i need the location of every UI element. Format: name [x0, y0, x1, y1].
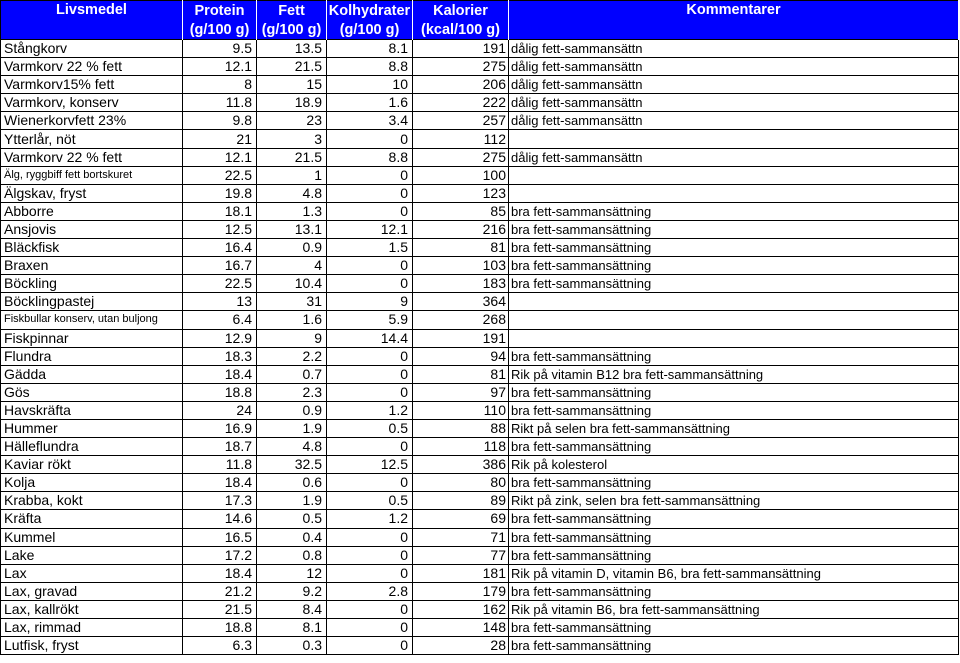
cell-livsmedel[interactable]: Braxen [1, 257, 183, 275]
cell-protein[interactable]: 11.8 [183, 456, 257, 474]
cell-kalorier[interactable]: 179 [413, 582, 509, 600]
table-row [1, 130, 959, 148]
cell-fett[interactable]: 0.4 [257, 528, 327, 546]
cell-protein[interactable]: 21.2 [183, 582, 257, 600]
cell-kommentar[interactable]: bra fett-sammansättning [509, 637, 959, 655]
cell-fett[interactable]: 1.6 [257, 311, 327, 329]
cell-livsmedel[interactable]: Fiskbullar konserv, utan buljong [1, 311, 183, 329]
cell-kommentar[interactable] [509, 329, 959, 347]
cell-kommentar[interactable]: Rik på vitamin D, vitamin B6, bra fett-sammansättning [509, 564, 959, 582]
cell-kalorier[interactable]: 191 [413, 40, 509, 58]
cell-fett[interactable]: 0.9 [257, 239, 327, 257]
cell-kalorier[interactable]: 110 [413, 401, 509, 419]
cell-kalorier[interactable]: 148 [413, 619, 509, 637]
cell-kalorier[interactable]: 112 [413, 130, 509, 148]
cell-kalorier[interactable]: 216 [413, 220, 509, 238]
cell-protein[interactable]: 16.9 [183, 419, 257, 437]
table-row [1, 383, 959, 401]
cell-fett[interactable]: 0.9 [257, 401, 327, 419]
cell-kalorier[interactable]: 183 [413, 275, 509, 293]
cell-kolhydrater[interactable]: 0 [327, 365, 413, 383]
cell-fett[interactable]: 0.6 [257, 474, 327, 492]
cell-fett[interactable]: 9 [257, 329, 327, 347]
cell-kolhydrater[interactable]: 0 [327, 438, 413, 456]
table-row [1, 257, 959, 275]
cell-fett[interactable]: 3 [257, 130, 327, 148]
cell-protein[interactable]: 18.7 [183, 438, 257, 456]
cell-kolhydrater[interactable]: 0 [327, 347, 413, 365]
cell-livsmedel[interactable]: Kolja [1, 474, 183, 492]
cell-kolhydrater[interactable]: 1.6 [327, 94, 413, 112]
table-row [1, 456, 959, 474]
header-kalorier: Kalorier [413, 1, 509, 22]
cell-livsmedel[interactable]: Varmkorv 22 % fett [1, 148, 183, 166]
header-protein: Protein [183, 1, 257, 22]
cell-kalorier[interactable]: 275 [413, 58, 509, 76]
cell-kalorier[interactable]: 257 [413, 112, 509, 130]
cell-protein[interactable]: 21.5 [183, 600, 257, 618]
cell-protein[interactable]: 17.3 [183, 492, 257, 510]
cell-fett[interactable]: 0.8 [257, 546, 327, 564]
cell-livsmedel[interactable]: Böckling [1, 275, 183, 293]
cell-kommentar[interactable]: bra fett-sammansättning [509, 257, 959, 275]
cell-kolhydrater[interactable]: 10 [327, 76, 413, 94]
cell-kolhydrater[interactable]: 0 [327, 619, 413, 637]
cell-kommentar[interactable]: dålig fett-sammansättn [509, 112, 959, 130]
cell-fett[interactable]: 32.5 [257, 456, 327, 474]
table-row [1, 365, 959, 383]
cell-protein[interactable]: 12.5 [183, 220, 257, 238]
cell-kolhydrater[interactable]: 14.4 [327, 329, 413, 347]
cell-protein[interactable]: 18.3 [183, 347, 257, 365]
cell-kommentar[interactable]: bra fett-sammansättning [509, 220, 959, 238]
cell-kolhydrater[interactable]: 12.5 [327, 456, 413, 474]
cell-kalorier[interactable]: 268 [413, 311, 509, 329]
cell-protein[interactable]: 22.5 [183, 275, 257, 293]
cell-livsmedel[interactable]: Varmkorv, konserv [1, 94, 183, 112]
cell-protein[interactable]: 19.8 [183, 184, 257, 202]
cell-kolhydrater[interactable]: 0 [327, 383, 413, 401]
cell-kommentar[interactable]: Rik på kolesterol [509, 456, 959, 474]
header-livsmedel: Livsmedel [1, 1, 183, 40]
cell-protein[interactable]: 9.8 [183, 112, 257, 130]
header-fett-unit: (g/100 g) [257, 21, 327, 40]
cell-fett[interactable]: 13.5 [257, 40, 327, 58]
cell-fett[interactable]: 21.5 [257, 58, 327, 76]
cell-fett[interactable]: 31 [257, 293, 327, 311]
cell-kolhydrater[interactable]: 0 [327, 528, 413, 546]
cell-livsmedel[interactable]: Lax, kallrökt [1, 600, 183, 618]
table-row [1, 239, 959, 257]
cell-protein[interactable]: 13 [183, 293, 257, 311]
cell-livsmedel[interactable]: Stångkorv [1, 40, 183, 58]
cell-kolhydrater[interactable]: 0 [327, 600, 413, 618]
cell-kolhydrater[interactable]: 0 [327, 130, 413, 148]
cell-protein[interactable]: 21 [183, 130, 257, 148]
cell-kalorier[interactable]: 71 [413, 528, 509, 546]
table-row [1, 76, 959, 94]
cell-kolhydrater[interactable]: 8.8 [327, 58, 413, 76]
cell-fett[interactable]: 12 [257, 564, 327, 582]
cell-fett[interactable]: 1.9 [257, 419, 327, 437]
cell-fett[interactable]: 0.7 [257, 365, 327, 383]
table-row [1, 510, 959, 528]
cell-kalorier[interactable]: 80 [413, 474, 509, 492]
cell-livsmedel[interactable]: Havskräfta [1, 401, 183, 419]
cell-fett[interactable]: 2.2 [257, 347, 327, 365]
cell-kommentar[interactable]: dålig fett-sammansättn [509, 58, 959, 76]
table-row [1, 546, 959, 564]
cell-kolhydrater[interactable]: 0 [327, 257, 413, 275]
table-row [1, 184, 959, 202]
cell-fett[interactable]: 13.1 [257, 220, 327, 238]
cell-kolhydrater[interactable]: 0 [327, 202, 413, 220]
cell-kolhydrater[interactable]: 0 [327, 275, 413, 293]
header-kommentarer: Kommentarer [509, 1, 959, 40]
cell-kommentar[interactable]: dålig fett-sammansättn [509, 94, 959, 112]
cell-kalorier[interactable]: 28 [413, 637, 509, 655]
cell-fett[interactable]: 8.4 [257, 600, 327, 618]
table-row [1, 419, 959, 437]
cell-kommentar[interactable]: bra fett-sammansättning [509, 383, 959, 401]
table-row [1, 474, 959, 492]
cell-kommentar[interactable]: bra fett-sammansättning [509, 347, 959, 365]
table-row [1, 637, 959, 655]
header-protein-unit: (g/100 g) [183, 21, 257, 40]
cell-kolhydrater[interactable]: 0.5 [327, 419, 413, 437]
cell-protein[interactable]: 6.3 [183, 637, 257, 655]
cell-protein[interactable]: 9.5 [183, 40, 257, 58]
cell-kommentar[interactable]: bra fett-sammansättning [509, 401, 959, 419]
cell-kolhydrater[interactable]: 1.5 [327, 239, 413, 257]
table-row [1, 528, 959, 546]
cell-kalorier[interactable]: 206 [413, 76, 509, 94]
cell-livsmedel[interactable]: Böcklingpastej [1, 293, 183, 311]
cell-fett[interactable]: 23 [257, 112, 327, 130]
cell-kalorier[interactable]: 89 [413, 492, 509, 510]
cell-fett[interactable]: 0.5 [257, 510, 327, 528]
cell-kalorier[interactable]: 222 [413, 94, 509, 112]
cell-fett[interactable]: 8.1 [257, 619, 327, 637]
cell-livsmedel[interactable]: Ytterlår, nöt [1, 130, 183, 148]
cell-kolhydrater[interactable]: 0 [327, 546, 413, 564]
cell-protein[interactable]: 16.4 [183, 239, 257, 257]
cell-kalorier[interactable]: 162 [413, 600, 509, 618]
table-row [1, 275, 959, 293]
table-body [1, 40, 959, 655]
table-row [1, 600, 959, 618]
cell-protein[interactable]: 6.4 [183, 311, 257, 329]
cell-kolhydrater[interactable]: 0 [327, 166, 413, 184]
cell-kommentar[interactable]: bra fett-sammansättning [509, 619, 959, 637]
cell-kolhydrater[interactable]: 8.8 [327, 148, 413, 166]
cell-kommentar[interactable]: dålig fett-sammansättn [509, 40, 959, 58]
cell-protein[interactable]: 16.7 [183, 257, 257, 275]
cell-fett[interactable]: 18.9 [257, 94, 327, 112]
cell-kolhydrater[interactable]: 0 [327, 564, 413, 582]
cell-livsmedel[interactable]: Lax, gravad [1, 582, 183, 600]
cell-livsmedel[interactable]: Lax [1, 564, 183, 582]
cell-protein[interactable]: 24 [183, 401, 257, 419]
table-row [1, 94, 959, 112]
cell-kommentar[interactable] [509, 184, 959, 202]
cell-livsmedel[interactable]: Ansjovis [1, 220, 183, 238]
table-row [1, 401, 959, 419]
cell-fett[interactable]: 4 [257, 257, 327, 275]
table-row [1, 202, 959, 220]
table-row [1, 58, 959, 76]
table-header [1, 1, 959, 40]
cell-protein[interactable]: 12.1 [183, 58, 257, 76]
cell-kalorier[interactable]: 88 [413, 419, 509, 437]
cell-kalorier[interactable]: 85 [413, 202, 509, 220]
cell-kalorier[interactable]: 191 [413, 329, 509, 347]
cell-kommentar[interactable]: bra fett-sammansättning [509, 546, 959, 564]
cell-livsmedel[interactable]: Hummer [1, 419, 183, 437]
cell-fett[interactable]: 10.4 [257, 275, 327, 293]
cell-kommentar[interactable]: dålig fett-sammansättn [509, 76, 959, 94]
cell-protein[interactable]: 16.5 [183, 528, 257, 546]
table-row [1, 40, 959, 58]
table-row [1, 220, 959, 238]
cell-livsmedel[interactable]: Wienerkorvfett 23% [1, 112, 183, 130]
cell-kalorier[interactable]: 97 [413, 383, 509, 401]
cell-livsmedel[interactable]: Gädda [1, 365, 183, 383]
cell-kommentar[interactable] [509, 130, 959, 148]
cell-fett[interactable]: 9.2 [257, 582, 327, 600]
cell-fett[interactable]: 4.8 [257, 438, 327, 456]
cell-kalorier[interactable]: 386 [413, 456, 509, 474]
cell-kolhydrater[interactable]: 1.2 [327, 401, 413, 419]
cell-kalorier[interactable]: 81 [413, 239, 509, 257]
cell-livsmedel[interactable]: Älg, ryggbiff fett bortskuret [1, 166, 183, 184]
cell-protein[interactable]: 18.4 [183, 365, 257, 383]
cell-kolhydrater[interactable]: 0 [327, 637, 413, 655]
cell-livsmedel[interactable]: Lax, rimmad [1, 619, 183, 637]
header-kalorier-unit: (kcal/100 g) [413, 21, 509, 40]
cell-fett[interactable]: 0.3 [257, 637, 327, 655]
cell-kalorier[interactable]: 77 [413, 546, 509, 564]
cell-kolhydrater[interactable]: 0 [327, 474, 413, 492]
cell-livsmedel[interactable]: Kräfta [1, 510, 183, 528]
cell-livsmedel[interactable]: Gös [1, 383, 183, 401]
table-row [1, 166, 959, 184]
cell-kalorier[interactable]: 94 [413, 347, 509, 365]
table-row [1, 619, 959, 637]
cell-kommentar[interactable]: Rik på vitamin B6, bra fett-sammansättning [509, 600, 959, 618]
cell-kolhydrater[interactable]: 5.9 [327, 311, 413, 329]
cell-kalorier[interactable]: 364 [413, 293, 509, 311]
cell-kalorier[interactable]: 100 [413, 166, 509, 184]
cell-kalorier[interactable]: 181 [413, 564, 509, 582]
cell-livsmedel[interactable]: Bläckfisk [1, 239, 183, 257]
cell-fett[interactable]: 4.8 [257, 184, 327, 202]
cell-kolhydrater[interactable]: 3.4 [327, 112, 413, 130]
table-row [1, 347, 959, 365]
cell-kolhydrater[interactable]: 9 [327, 293, 413, 311]
cell-protein[interactable]: 12.1 [183, 148, 257, 166]
cell-kommentar[interactable]: bra fett-sammansättning [509, 275, 959, 293]
header-fett: Fett [257, 1, 327, 22]
cell-protein[interactable]: 18.1 [183, 202, 257, 220]
cell-protein[interactable]: 18.4 [183, 474, 257, 492]
cell-kolhydrater[interactable]: 1.2 [327, 510, 413, 528]
cell-kolhydrater[interactable]: 8.1 [327, 40, 413, 58]
cell-livsmedel[interactable]: Fiskpinnar [1, 329, 183, 347]
table-row [1, 582, 959, 600]
cell-kalorier[interactable]: 103 [413, 257, 509, 275]
cell-kommentar[interactable]: bra fett-sammansättning [509, 582, 959, 600]
cell-protein[interactable]: 14.6 [183, 510, 257, 528]
cell-protein[interactable]: 18.8 [183, 383, 257, 401]
cell-fett[interactable]: 21.5 [257, 148, 327, 166]
cell-protein[interactable]: 18.4 [183, 564, 257, 582]
table-row [1, 112, 959, 130]
cell-kommentar[interactable] [509, 166, 959, 184]
cell-kommentar[interactable]: bra fett-sammansättning [509, 528, 959, 546]
cell-protein[interactable]: 22.5 [183, 166, 257, 184]
cell-kommentar[interactable]: Rikt på selen bra fett-sammansättning [509, 419, 959, 437]
cell-kalorier[interactable]: 275 [413, 148, 509, 166]
cell-kolhydrater[interactable]: 2.8 [327, 582, 413, 600]
cell-protein[interactable]: 18.8 [183, 619, 257, 637]
cell-livsmedel[interactable]: Varmkorv 22 % fett [1, 58, 183, 76]
cell-kolhydrater[interactable]: 0 [327, 184, 413, 202]
cell-fett[interactable]: 15 [257, 76, 327, 94]
cell-kommentar[interactable]: Rikt på zink, selen bra fett-sammansättning [509, 492, 959, 510]
table-row [1, 438, 959, 456]
cell-protein[interactable]: 11.8 [183, 94, 257, 112]
table-row [1, 329, 959, 347]
cell-protein[interactable]: 17.2 [183, 546, 257, 564]
cell-livsmedel[interactable]: Abborre [1, 202, 183, 220]
cell-kommentar[interactable]: Rik på vitamin B12 bra fett-sammansättning [509, 365, 959, 383]
cell-livsmedel[interactable]: Kummel [1, 528, 183, 546]
cell-kalorier[interactable]: 81 [413, 365, 509, 383]
cell-kommentar[interactable]: bra fett-sammansättning [509, 438, 959, 456]
cell-kolhydrater[interactable]: 12.1 [327, 220, 413, 238]
cell-kalorier[interactable]: 118 [413, 438, 509, 456]
cell-livsmedel[interactable]: Kaviar rökt [1, 456, 183, 474]
cell-kolhydrater[interactable]: 0.5 [327, 492, 413, 510]
cell-kommentar[interactable]: bra fett-sammansättning [509, 202, 959, 220]
cell-livsmedel[interactable]: Krabba, kokt [1, 492, 183, 510]
cell-protein[interactable]: 12.9 [183, 329, 257, 347]
cell-kalorier[interactable]: 69 [413, 510, 509, 528]
cell-fett[interactable]: 2.3 [257, 383, 327, 401]
table-row [1, 148, 959, 166]
cell-fett[interactable]: 1.3 [257, 202, 327, 220]
header-kolhydrater-unit: (g/100 g) [327, 21, 413, 40]
table-row [1, 293, 959, 311]
cell-kommentar[interactable]: bra fett-sammansättning [509, 239, 959, 257]
cell-livsmedel[interactable]: Lutfisk, fryst [1, 637, 183, 655]
cell-kommentar[interactable]: dålig fett-sammansättn [509, 148, 959, 166]
cell-livsmedel[interactable]: Hälleflundra [1, 438, 183, 456]
cell-livsmedel[interactable]: Lake [1, 546, 183, 564]
table-row [1, 311, 959, 329]
cell-kalorier[interactable]: 123 [413, 184, 509, 202]
cell-kommentar[interactable]: bra fett-sammansättning [509, 510, 959, 528]
cell-kommentar[interactable]: bra fett-sammansättning [509, 474, 959, 492]
cell-livsmedel[interactable]: Älgskav, fryst [1, 184, 183, 202]
cell-livsmedel[interactable]: Flundra [1, 347, 183, 365]
cell-kommentar[interactable] [509, 293, 959, 311]
cell-fett[interactable]: 1 [257, 166, 327, 184]
cell-fett[interactable]: 1.9 [257, 492, 327, 510]
table-row [1, 492, 959, 510]
cell-protein[interactable]: 8 [183, 76, 257, 94]
cell-kommentar[interactable] [509, 311, 959, 329]
header-kolhydrater: Kolhydrater [327, 1, 413, 22]
table-row [1, 564, 959, 582]
cell-livsmedel[interactable]: Varmkorv15% fett [1, 76, 183, 94]
